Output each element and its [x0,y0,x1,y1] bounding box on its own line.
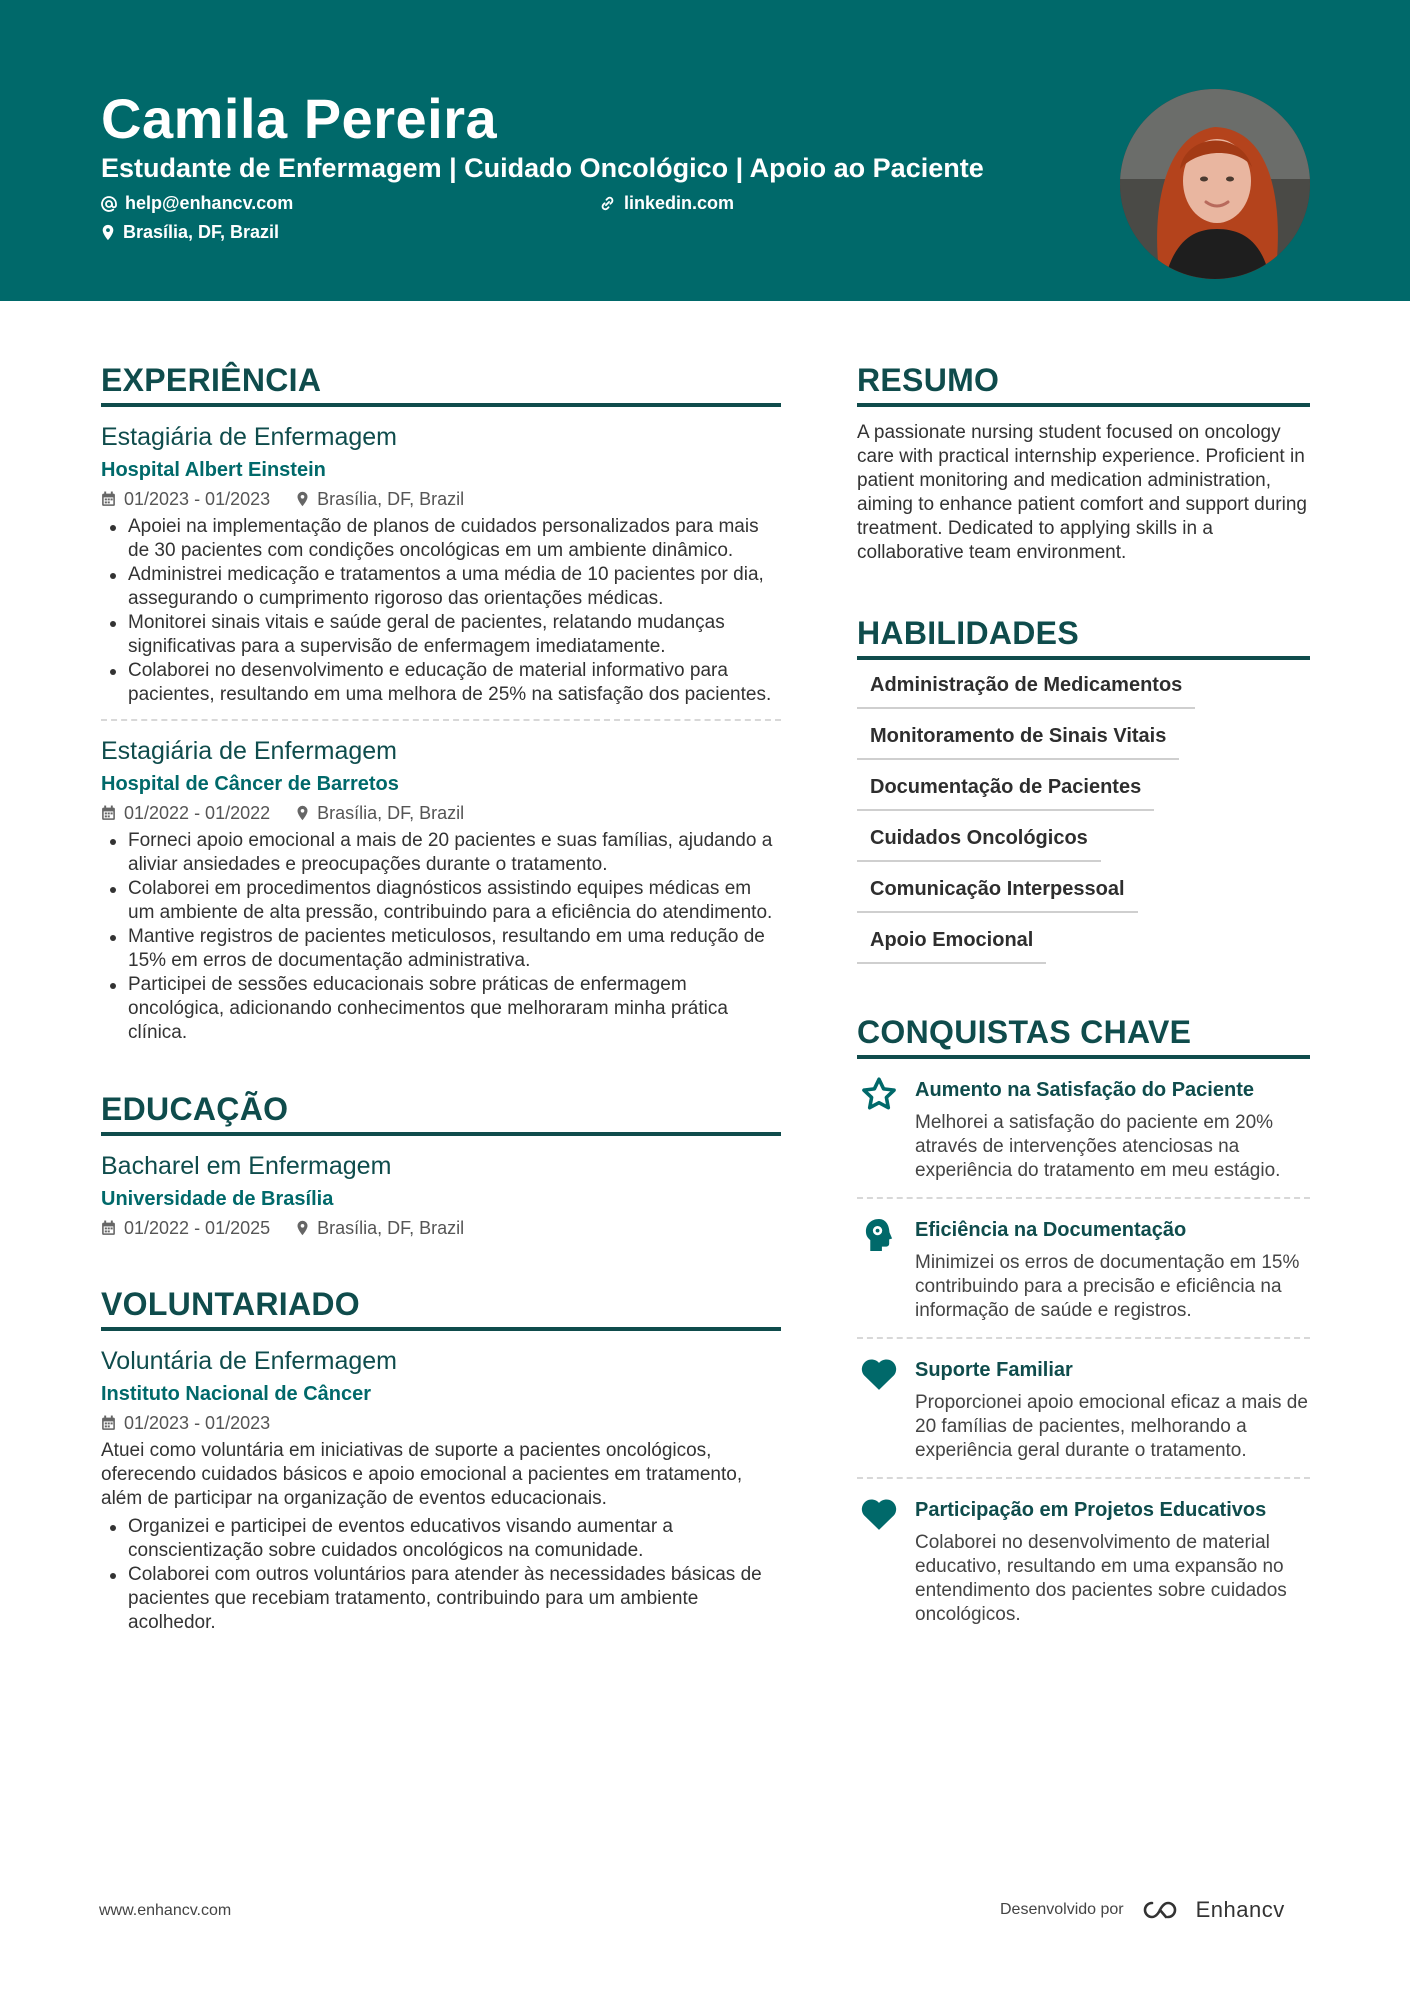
heart-icon [860,1497,898,1531]
footer-website[interactable]: www.enhancv.com [99,1902,232,1919]
achievement-title: Aumento na Satisfação do Paciente [915,1079,1254,1101]
job-bullets [101,829,781,1045]
calendar-icon [101,1220,116,1236]
experience-heading: EXPERIÊNCIA [101,362,781,407]
achievement-text: Colaborei no desenvolvimento de material educativo, resultando em uma expansão no entendimento dos pacientes sobre cuidados oncológicos. [915,1532,1287,1625]
achievements-heading: CONQUISTAS CHAVE [857,1014,1310,1059]
bullet-item: Colaborei no desenvolvimento e educação de material informativo para pacientes, resultando em uma melhora de 25% na satisfação dos pacientes. [101,659,781,707]
bullet-item: Participei de sessões educacionais sobre práticas de enfermagem oncológica, adicionando conhecimentos que melhoraram minha prática clínica. [101,973,781,1045]
bullet-item: Colaborei em procedimentos diagnósticos assistindo equipes médicas em um ambiente de alta pressão, contribuindo para a eficiência do atendimento. [101,877,781,925]
location-pin-icon [296,805,309,821]
achievement-item [857,1337,1310,1477]
link-icon [599,195,616,212]
job-title: Estagiária de Enfermagem [101,423,397,451]
brand-name: Enhancv [1195,1897,1285,1922]
achievement-text: Minimizei os erros de documentação em 15% contribuindo para a precisão e eficiência na informação de saúde e registros. [915,1252,1300,1321]
volunteer-heading: VOLUNTARIADO [101,1286,781,1331]
school-location: Brasília, DF, Brazil [296,1216,464,1240]
achievement-text: Melhorei a satisfação do paciente em 20% através de intervenções atenciosas na experiência do tratamento em meu estágio. [915,1112,1281,1181]
skill-tag: Documentação de Pacientes [857,776,1154,811]
at-icon [101,196,117,212]
candidate-tagline: Estudante de Enfermagem | Cuidado Oncológico | Apoio ao Paciente [101,153,984,183]
enhancv-logo-icon [1136,1898,1184,1922]
achievement-title: Eficiência na Documentação [915,1219,1187,1241]
school: Universidade de Brasília [101,1188,334,1210]
bullet-item: Organizei e participei de eventos educativos visando aumentar a conscientização sobre cuidados oncológicos na comunidade. [101,1515,781,1563]
volunteer-bullets [101,1515,781,1635]
skill-tag: Apoio Emocional [857,929,1046,964]
left-column [101,362,781,1635]
employer: Hospital Albert Einstein [101,459,326,481]
volunteer-description: Atuei como voluntária em iniciativas de suporte a pacientes oncológicos, oferecendo cuidados básicos e apoio emocional a pacientes em tratamento, além de participar na organização de eventos educacionais. [101,1440,743,1509]
skill-tag: Administração de Medicamentos [857,674,1195,709]
date-range: 01/2023 - 01/2023 [101,1411,270,1435]
bullet-item: Forneci apoio emocional a mais de 20 pacientes e suas famílias, ajudando a aliviar ansiedades e preocupações durante o tratamento. [101,829,781,877]
volunteer-role: Voluntária de Enfermagem [101,1347,398,1375]
skill-tag: Comunicação Interpessoal [857,878,1138,913]
achievement-item [857,1477,1310,1641]
star-icon [861,1077,897,1111]
achievement-title: Suporte Familiar [915,1359,1073,1381]
bullet-item: Apoiei na implementação de planos de cuidados personalizados para mais de 30 pacientes com condições oncológicas em um ambiente dinâmico. [101,515,781,563]
heart-icon [860,1357,898,1391]
profile-photo [1120,89,1310,279]
skills-heading: HABILIDADES [857,615,1310,660]
bullet-item: Colaborei com outros voluntários para atender às necessidades básicas de pacientes que recebiam tratamento, contribuindo para um ambiente acolhedor. [101,1563,781,1635]
head-icon [863,1217,895,1253]
bullet-item: Administrei medicação e tratamentos a uma média de 10 pacientes por dia, assegurando o cumprimento rigoroso das orientações médicas. [101,563,781,611]
right-column [857,362,1310,1641]
location-pin-icon [296,1220,309,1236]
job-location: Brasília, DF, Brazil [296,801,464,825]
powered-by-text: Desenvolvido por [1000,1901,1124,1918]
education-heading: EDUCAÇÃO [101,1091,781,1136]
job-location: Brasília, DF, Brazil [296,487,464,511]
achievement-text: Proporcionei apoio emocional eficaz a mais de 20 famílias de pacientes, melhorando a experiência geral durante o tratamento. [915,1392,1308,1461]
footer-branding [1000,1897,1285,1923]
skill-tag: Monitoramento de Sinais Vitais [857,725,1179,760]
date-range: 01/2022 - 01/2025 [101,1216,270,1240]
email-contact[interactable] [101,193,293,214]
summary-text: A passionate nursing student focused on oncology care with practical internship experience. Proficient in patient monitoring and medication administration, aiming to enhance patient comfort and support during treatment. Dedicated to applying skills in a collaborative team environment. [857,422,1307,563]
calendar-icon [101,805,116,821]
volunteer-org: Instituto Nacional de Câncer [101,1383,372,1405]
location-text: Brasília, DF, Brazil [123,222,280,242]
achievement-title: Participação em Projetos Educativos [915,1499,1267,1521]
degree: Bacharel em Enfermagem [101,1152,392,1180]
experience-item [101,721,781,1045]
candidate-name: Camila Pereira [101,87,498,150]
skills-list [857,674,1310,964]
job-bullets [101,515,781,707]
summary-heading: RESUMO [857,362,1310,407]
experience-item [101,407,781,721]
calendar-icon [101,1415,116,1431]
job-title: Estagiária de Enfermagem [101,737,397,765]
employer: Hospital de Câncer de Barretos [101,773,399,795]
location-pin-icon [101,224,115,241]
skill-tag: Cuidados Oncológicos [857,827,1101,862]
achievement-item [857,1197,1310,1337]
location-contact [101,222,279,243]
linkedin-text: linkedin.com [624,193,735,213]
bullet-item: Monitorei sinais vitais e saúde geral de pacientes, relatando mudanças significativas para a supervisão de enfermagem imediatamente. [101,611,781,659]
header-banner [0,0,1410,301]
education-item [101,1136,781,1240]
date-range: 01/2023 - 01/2023 [101,487,270,511]
email-text: help@enhancv.com [125,193,294,213]
date-range: 01/2022 - 01/2022 [101,801,270,825]
bullet-item: Mantive registros de pacientes meticulosos, resultando em uma redução de 15% em erros de documentação administrativa. [101,925,781,973]
achievement-item [857,1059,1310,1197]
calendar-icon [101,491,116,507]
volunteer-item [101,1331,781,1635]
linkedin-contact[interactable] [599,193,734,214]
location-pin-icon [296,491,309,507]
